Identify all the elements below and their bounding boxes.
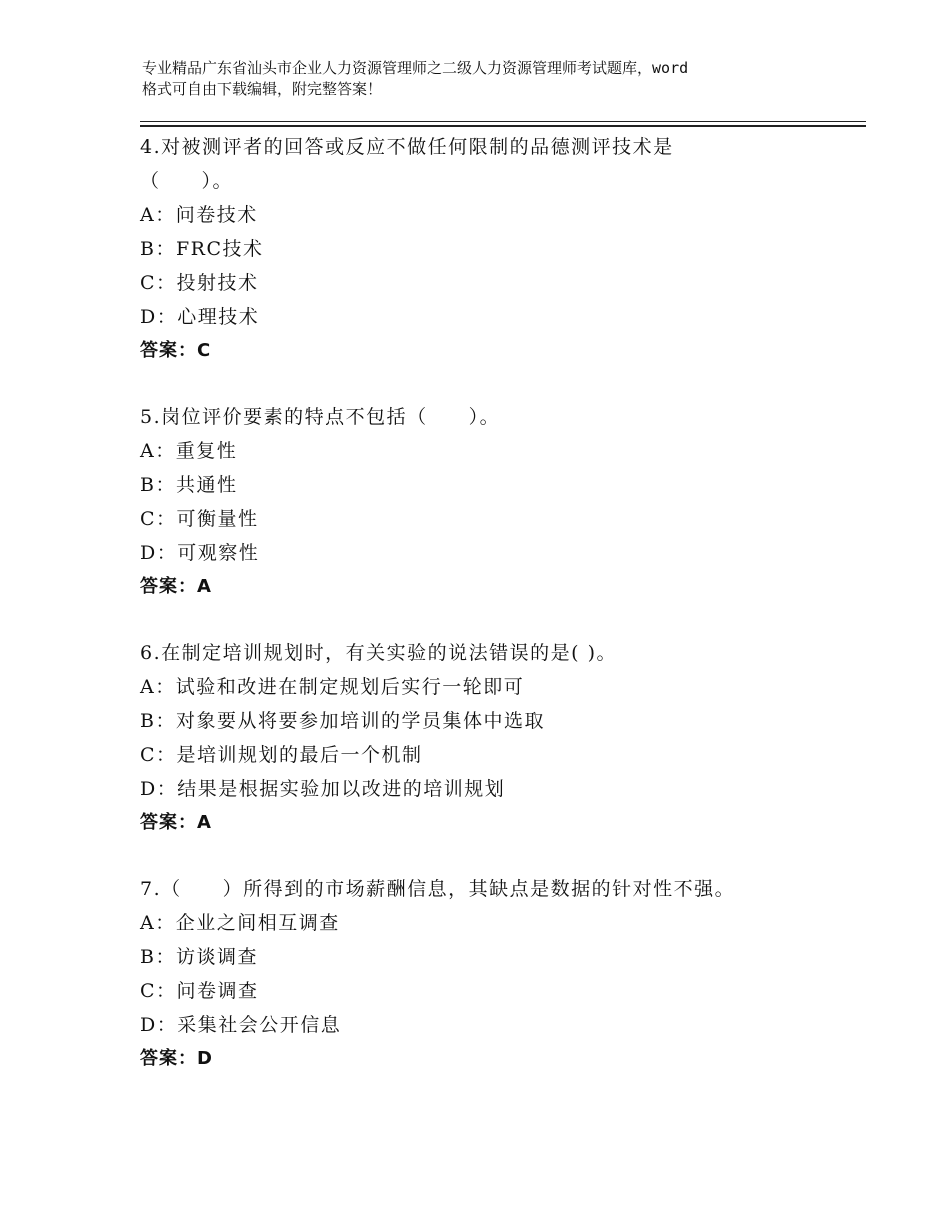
option-d: D：采集社会公开信息 [140,1014,342,1036]
option-c: C：是培训规划的最后一个机制 [140,744,423,766]
answer-label: 答案：D [140,1048,213,1069]
option-d: D：结果是根据实验加以改进的培训规划 [140,778,506,800]
question-stem: 6.在制定培训规划时，有关实验的说法错误的是( )。 [140,642,617,664]
question-stem-continued: （ ）。 [140,170,234,192]
answer-label: 答案：A [140,812,212,833]
header-divider-thin [140,121,866,122]
option-c: C：投射技术 [140,272,259,294]
question-stem: 7.（ ）所得到的市场薪酬信息，其缺点是数据的针对性不强。 [140,878,736,900]
option-a: A：重复性 [140,440,238,462]
answer-label: 答案：A [140,576,212,597]
question-stem: 4.对被测评者的回答或反应不做任何限制的品德测评技术是 [140,136,674,158]
option-d: D：可观察性 [140,542,260,564]
option-b: B：共通性 [140,474,238,496]
question-7 [140,872,866,1076]
question-stem: 5.岗位评价要素的特点不包括（ ）。 [140,406,501,428]
header-line-1: 专业精品广东省汕头市企业人力资源管理师之二级人力资源管理师考试题库，word [142,59,689,77]
option-c: C：问卷调查 [140,980,259,1002]
option-b: B：访谈调查 [140,946,258,968]
answer-label: 答案：C [140,340,212,361]
question-list [140,130,866,1108]
option-a: A：问卷技术 [140,204,258,226]
option-d: D：心理技术 [140,306,260,328]
question-5 [140,400,866,604]
option-c: C：可衡量性 [140,508,259,530]
document-header [142,58,842,100]
option-b: B：对象要从将要参加培训的学员集体中选取 [140,710,545,732]
option-a: A：企业之间相互调查 [140,912,340,934]
header-divider-thick [140,125,866,127]
option-b: B：FRC技术 [140,238,264,260]
option-a: A：试验和改进在制定规划后实行一轮即可 [140,676,525,698]
question-6 [140,636,866,840]
header-line-2: 格式可自由下载编辑，附完整答案！ [142,80,383,98]
question-4 [140,130,866,368]
